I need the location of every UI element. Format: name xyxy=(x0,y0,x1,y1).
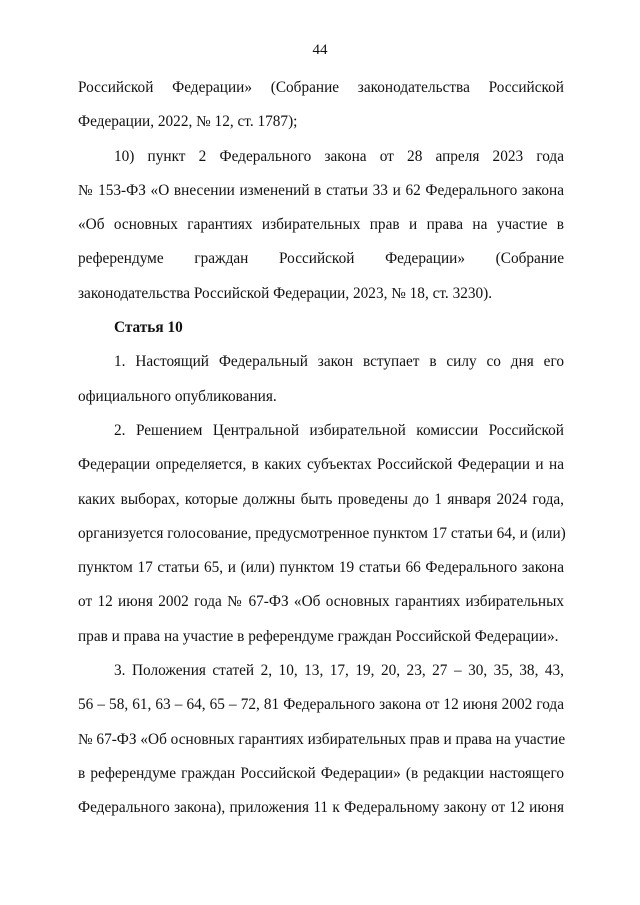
text-line: референдуме граждан Российской Федерации» (Собрание xyxy=(78,250,564,268)
text-line: № 153-ФЗ «О внесении изменений в статьи 33 и 62 Федерального закона xyxy=(78,181,564,199)
paragraph-continuation xyxy=(78,71,564,140)
text-line: пунктом 17 статьи 65, и (или) пунктом 19 статьи 66 Федерального закона xyxy=(78,559,564,577)
article-paragraph-3 xyxy=(78,654,564,825)
text-line: № 67-ФЗ «Об основных гарантиях избирательных прав и права на участие xyxy=(78,730,566,748)
page-number: 44 xyxy=(312,42,328,58)
text-line: в референдуме граждан Российской Федерации» (в редакции настоящего xyxy=(78,764,564,782)
text-line: законодательства Российской Федерации, 2023, № 18, ст. 3230). xyxy=(78,284,493,302)
text-line: каких выборах, которые должны быть проведены до 1 января 2024 года, xyxy=(78,490,564,508)
text-line: официального опубликования. xyxy=(78,387,277,405)
text-line: 2. Решением Центральной избирательной комиссии Российской xyxy=(114,421,564,439)
article-heading: Статья 10 xyxy=(114,319,183,337)
text-line: 10) пункт 2 Федерального закона от 28 апреля 2023 года xyxy=(114,147,564,165)
text-line: 1. Настоящий Федеральный закон вступает в силу со дня его xyxy=(114,353,564,371)
text-line: 3. Положения статей 2, 10, 13, 17, 19, 20, 23, 27 – 30, 35, 38, 43, xyxy=(114,662,564,680)
paragraph-item-10 xyxy=(78,140,564,311)
article-paragraph-2 xyxy=(78,414,564,654)
text-line: «Об основных гарантиях избирательных прав и права на участие в xyxy=(78,216,564,234)
text-line: Федерации, 2022, № 12, ст. 1787); xyxy=(78,113,298,131)
text-line: Федерального закона), приложения 11 к Федеральному закону от 12 июня xyxy=(78,799,564,817)
article-paragraph-1 xyxy=(78,345,564,414)
text-line: от 12 июня 2002 года № 67-ФЗ «Об основных гарантиях избирательных xyxy=(78,593,564,611)
text-line: Российской Федерации» (Собрание законодательства Российской xyxy=(78,79,564,96)
text-line: организуется голосование, предусмотренное пунктом 17 статьи 64, и (или) xyxy=(78,524,566,542)
text-line: Федерации определяется, в каких субъектах Российской Федерации и на xyxy=(78,456,564,474)
text-line: 56 – 58, 61, 63 – 64, 65 – 72, 81 Федерального закона от 12 июня 2002 года xyxy=(78,696,564,714)
text-line: прав и права на участие в референдуме граждан Российской Федерации». xyxy=(78,627,559,645)
document-body xyxy=(78,71,564,826)
